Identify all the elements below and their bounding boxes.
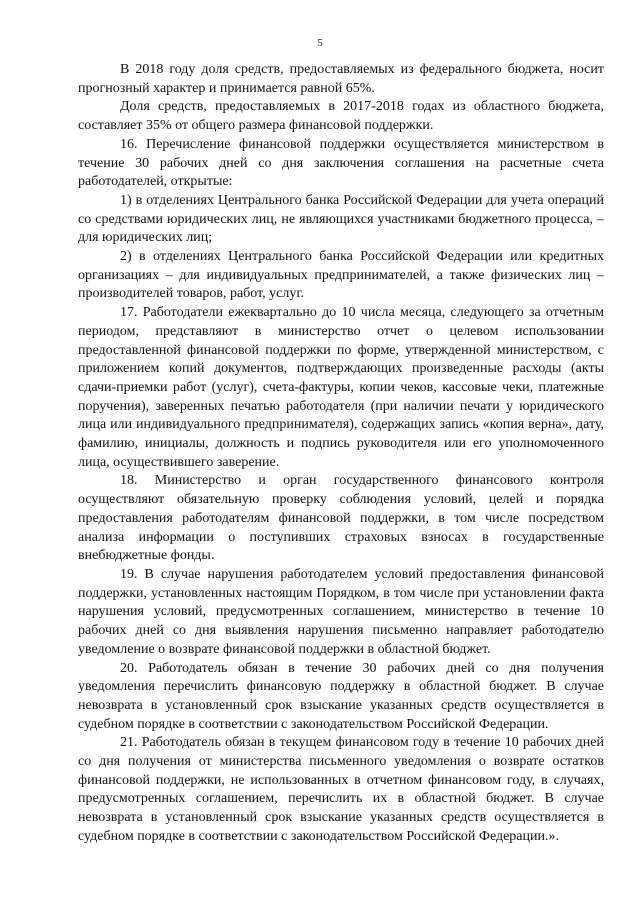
page-number: 5 [317,37,323,49]
paragraph-16-transfer: 16. Перечисление финансовой поддержки осуществляется министерством в течение 30 рабочих дней со дня заключения соглашения на расчетные счета работодателей, открытые: [78,136,604,190]
paragraph-federal-budget-share: В 2018 году доля средств, предоставляемых из федерального бюджета, носит прогнозный характер и принимается равной 65%. [78,62,604,96]
paragraph-20-repayment: 20. Работодатель обязан в течение 30 рабочих дней со дня получения уведомления перечислить финансовую поддержку в областной бюджет. В случае невозврата в установленный срок взыскание указанных средств осуществляется в судебном порядке в соответствии с законодательством Российской Федерации. [78,660,604,732]
paragraph-regional-budget-share: Доля средств, предоставляемых в 2017-2018 годах из областного бюджета, составляет 35% от общего размера финансовой поддержки. [78,99,604,134]
paragraph-21-remainder-return: 21. Работодатель обязан в текущем финансовом году в течение 10 рабочих дней со дня получения от министерства письменного уведомления о возврате остатков финансовой поддержки, не использованных в отчетном финансовом году, в случаях, предусмотренных соглашением, перечислить их в областной бюджет. В случае невозврата в установленный срок взыскание указанных средств осуществляется в судебном порядке в соответствии с законодательством Российской Федерации.». [78,735,604,844]
paragraph-16-item-2: 2) в отделениях Центрального банка Российской Федерации или кредитных организациях – для индивидуальных предпринимателей, а также физических лиц – производителей товаров, работ, услуг. [78,249,604,302]
paragraph-19-violation: 19. В случае нарушения работодателем условий предоставления финансовой поддержки, установленных настоящим Порядком, в том числе при установлении факта нарушения условий, предусмотренных соглашением, министерство в течение 10 рабочих дней со дня выявления нарушения письменно направляет работодателю уведомление о возврате финансовой поддержки в областной бюджет. [78,566,604,657]
paragraph-18-control: 18. Министерство и орган государственного финансового контроля осуществляют обязательную проверку соблюдения условий, целей и порядка предоставления работодателям финансовой поддержки, в том числе посредством анализа информации о поступивших страховых взносах в государственные внебюджетные фонды. [78,473,604,564]
paragraph-17-reporting: 17. Работодатели ежеквартально до 10 числа месяца, следующего за отчетным периодом, представляют в министерство отчет о целевом использовании предоставленной финансовой поддержки по форме, утвержденной министерством, с приложением копий документов, подтверждающих произведенные расходы (акты сдачи-приемки работ (услуг), счета-фактуры, копии чеков, кассовые чеки, платежные поручения), заверенных печатью работодателя (при наличии печати у юридического лица или индивидуального предпринимателя), содержащих запись «копия верна», дату, фамилию, инициалы, должность и подпись руководителя или его уполномоченного лица, осуществившего заверение. [78,305,604,470]
paragraph-16-item-1: 1) в отделениях Центрального банка Российской Федерации для учета операций со средствами юридических лиц, не являющихся участниками бюджетного процесса, – для юридических лиц; [78,192,604,246]
document-body [78,61,604,847]
